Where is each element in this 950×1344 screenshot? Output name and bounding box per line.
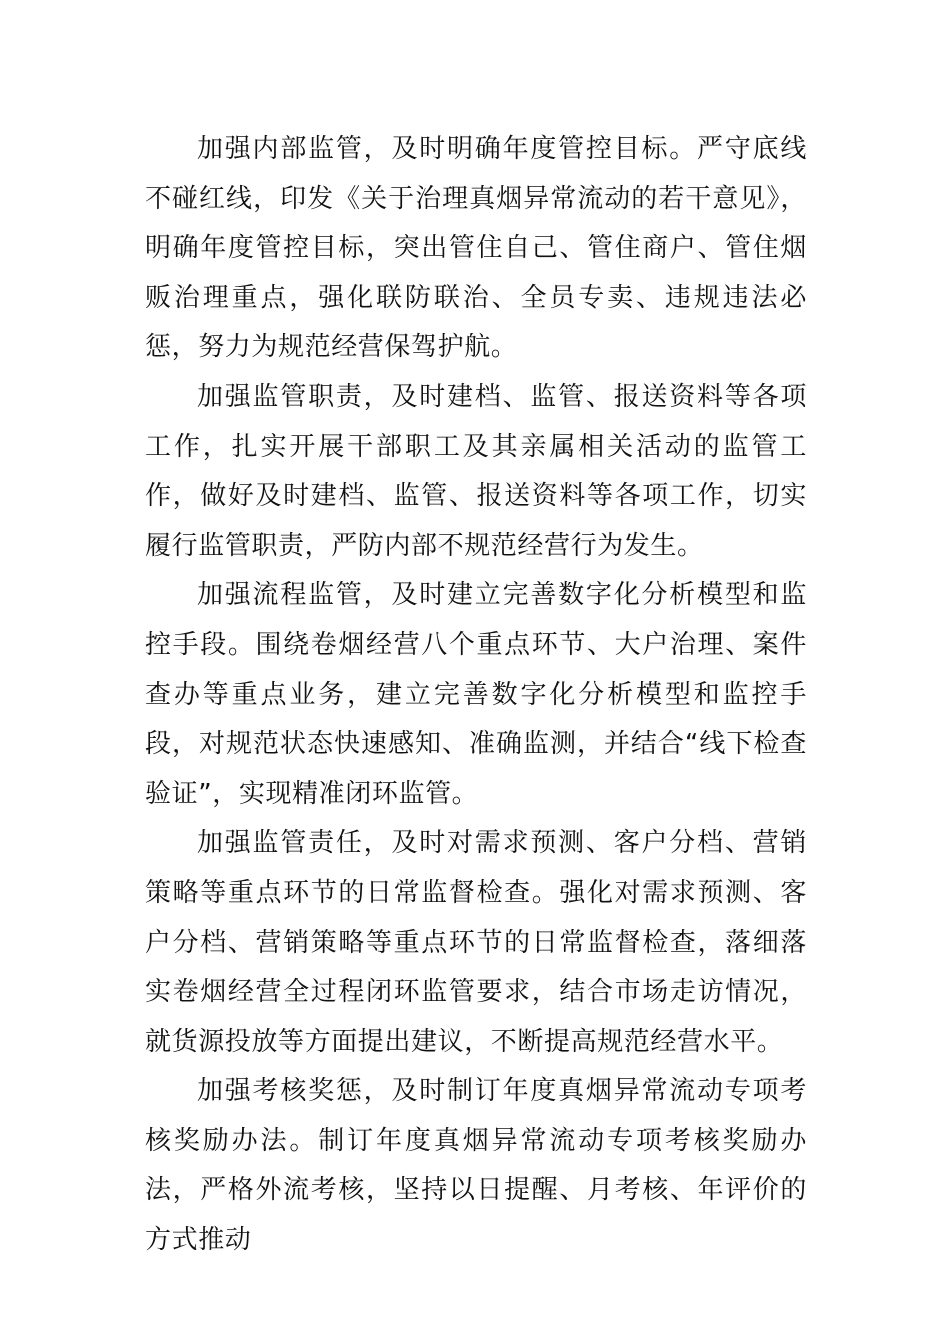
paragraph-internal-supervision: 加强内部监管，及时明确年度管控目标。严守底线不碰红线，印发《关于治理真烟异常流动的若干意见》，明确年度管控目标，突出管住自己、管住商户、管住烟贩治理重点，强化联防联治、全员专卖、违规违法必惩，努力为规范经营保驾护航。	[145, 134, 807, 363]
paragraph-process-supervision: 加强流程监管，及时建立完善数字化分析模型和监控手段。围绕卷烟经营八个重点环节、大户治理、案件查办等重点业务，建立完善数字化分析模型和监控手段，对规范状态快速感知、准确监测，并结合“线下检查验证”，实现精准闭环监管。	[145, 580, 807, 809]
paragraph-supervision-responsibility: 加强监管责任，及时对需求预测、客户分档、营销策略等重点环节的日常监督检查。强化对需求预测、客户分档、营销策略等重点环节的日常监督检查，落细落实卷烟经营全过程闭环监管要求，结合市场走访情况，就货源投放等方面提出建议，不断提高规范经营水平。	[145, 828, 807, 1057]
paragraph-supervision-duties: 加强监管职责，及时建档、监管、报送资料等各项工作，扎实开展干部职工及其亲属相关活动的监管工作，做好及时建档、监管、报送资料等各项工作，切实履行监管职责，严防内部不规范经营行为发生。	[145, 381, 807, 561]
paragraph-assessment-rewards: 加强考核奖惩，及时制订年度真烟异常流动专项考核奖励办法。制订年度真烟异常流动专项考核奖励办法，严格外流考核，坚持以日提醒、月考核、年评价的方式推动	[145, 1076, 807, 1256]
document-body	[145, 125, 807, 1266]
